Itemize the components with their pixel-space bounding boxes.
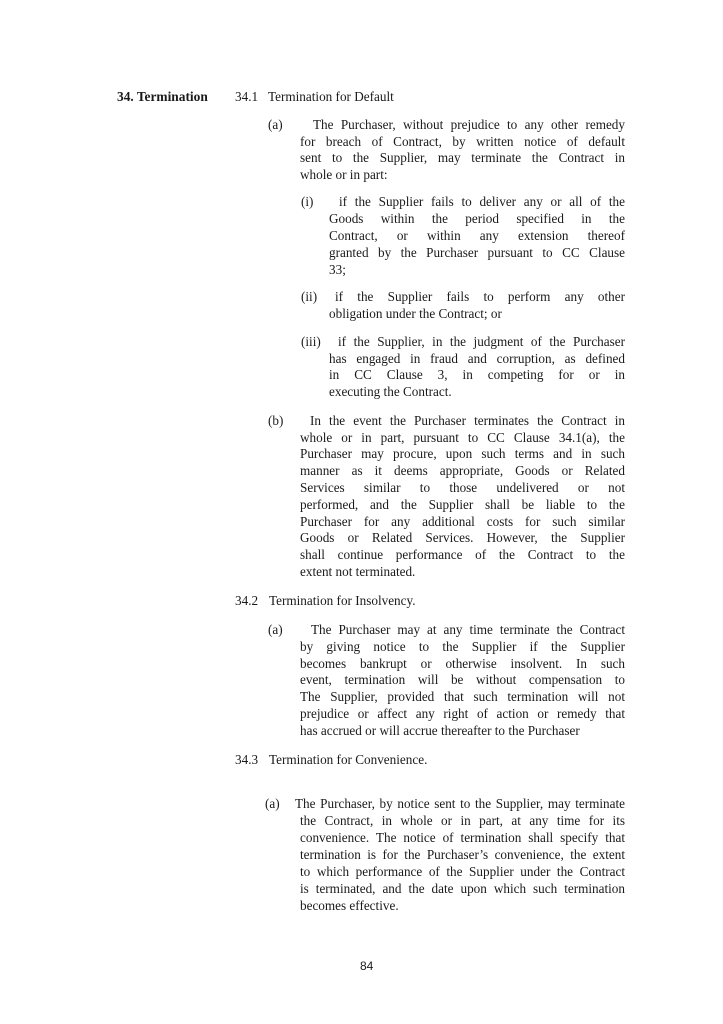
item-label: (a) <box>268 622 283 637</box>
paragraph-line: the Contract, in whole or in part, at any time for its <box>300 813 625 828</box>
paragraph-line: manner as it deems appropriate, Goods or Related <box>300 463 625 478</box>
paragraph-line: granted by the Purchaser pursuant to CC Clause <box>329 245 625 260</box>
paragraph-line: obligation under the Contract; or <box>329 306 502 321</box>
paragraph-line: has engaged in fraud and corruption, as defined <box>329 351 625 366</box>
paragraph-line: extent not terminated. <box>300 564 416 579</box>
item-label: (a) <box>265 796 280 811</box>
paragraph-line: if the Supplier fails to deliver any or all of the <box>339 194 625 209</box>
subitem-label: (ii) <box>301 289 318 304</box>
paragraph-line: termination is for the Purchaser’s convenience, the extent <box>300 847 625 862</box>
paragraph-line: becomes effective. <box>300 898 399 913</box>
paragraph-line: if the Supplier fails to perform any other <box>335 289 625 304</box>
paragraph-line: prejudice or affect any right of action or remedy that <box>300 706 625 721</box>
item-label: (b) <box>268 413 284 428</box>
subitem-label: (iii) <box>301 334 321 349</box>
paragraph-line: becomes bankrupt or otherwise insolvent. In such <box>300 656 625 671</box>
paragraph-line: The Purchaser may at any time terminate the Contract <box>311 622 625 637</box>
paragraph-line: Goods within the period specified in the <box>329 211 625 226</box>
paragraph-line: sent to the Supplier, may terminate the Contract in <box>300 150 625 165</box>
paragraph-line: to which performance of the Supplier under the Contract <box>300 864 625 879</box>
paragraph-line: event, termination will be without compensation to <box>300 672 625 687</box>
item-label: (a) <box>268 117 283 132</box>
paragraph-line: Contract, or within any extension thereof <box>329 228 625 243</box>
paragraph-line: The Purchaser, by notice sent to the Supplier, may terminate <box>295 796 625 811</box>
paragraph-line: convenience. The notice of termination shall specify that <box>300 830 625 845</box>
paragraph-line: whole or in part, pursuant to CC Clause 34.1(a), the <box>300 430 625 445</box>
paragraph-line: if the Supplier, in the judgment of the Purchaser <box>338 334 625 349</box>
paragraph-line: The Purchaser, without prejudice to any other remedy <box>313 117 625 132</box>
paragraph-line: performed, and the Supplier shall be liable to the <box>300 497 625 512</box>
paragraph-line: by giving notice to the Supplier if the Supplier <box>300 639 625 654</box>
paragraph-line: In the event the Purchaser terminates the Contract in <box>310 413 625 428</box>
page-number: 84 <box>360 959 374 973</box>
clause-number: 34.2 <box>235 593 259 608</box>
section-heading: 34. Termination <box>117 89 208 104</box>
clause-title: Termination for Convenience. <box>269 752 428 767</box>
paragraph-line: is terminated, and the date upon which such termination <box>300 881 625 896</box>
clause-number: 34.3 <box>235 752 259 767</box>
paragraph-line: Purchaser for any additional costs for such similar <box>300 514 625 529</box>
paragraph-line: 33; <box>329 262 346 277</box>
subitem-label: (i) <box>301 194 314 209</box>
paragraph-line: Services similar to those undelivered or not <box>300 480 625 495</box>
clause-number: 34.1 <box>235 89 259 104</box>
paragraph-line: has accrued or will accrue thereafter to the Purchaser <box>300 723 580 738</box>
paragraph-line: for breach of Contract, by written notice of default <box>300 134 625 149</box>
clause-title: Termination for Default <box>268 89 394 104</box>
clause-title: Termination for Insolvency. <box>269 593 416 608</box>
paragraph-line: Goods or Related Services. However, the Supplier <box>300 530 625 545</box>
paragraph-line: executing the Contract. <box>329 384 452 399</box>
paragraph-line: The Supplier, provided that such termination will not <box>300 689 625 704</box>
paragraph-line: shall continue performance of the Contract to the <box>300 547 625 562</box>
paragraph-line: whole or in part: <box>300 167 388 182</box>
paragraph-line: in CC Clause 3, in competing for or in <box>329 367 625 382</box>
paragraph-line: Purchaser may procure, upon such terms and in such <box>300 446 625 461</box>
